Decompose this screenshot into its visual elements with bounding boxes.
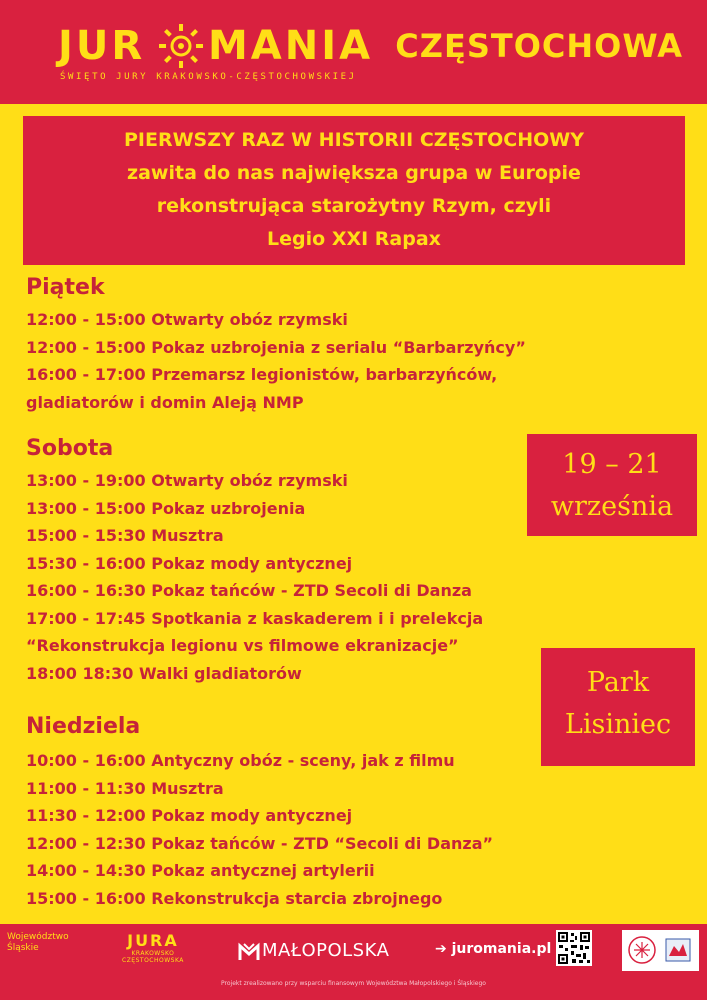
day-heading-sunday: Niedziela [26, 714, 141, 739]
schedule-item: 18:00 18:30 Walki gladiatorów [26, 663, 302, 683]
schedule-item: gladiatorów i domin Aleją NMP [26, 392, 304, 412]
logo-text-right: MANIA [208, 23, 374, 69]
schedule-item: 11:00 - 11:30 Musztra [26, 778, 224, 798]
schedule-item: 15:30 - 16:00 Pokaz mody antycznej [26, 553, 353, 573]
schedule-item: 12:00 - 15:00 Otwarty obóz rzymski [26, 310, 348, 329]
funding-disclaimer: Projekt zrealizowano przy wsparciu finansowym Województwa Małopolskiego i Śląskiego [221, 980, 486, 987]
schedule-item: 15:00 - 16:00 Rekonstrukcja starcia zbrojnego [26, 888, 443, 908]
schedule-item: 17:00 - 17:45 Spotkania z kaskaderem i i prelekcja [26, 608, 484, 628]
place-box [541, 648, 695, 766]
date-box [527, 434, 697, 536]
schedule-saturday [26, 467, 483, 687]
sun-ornament-icon [157, 22, 205, 70]
region-line: Śląskie [7, 943, 39, 953]
schedule-item: 10:00 - 16:00 Antyczny obóz - sceny, jak z filmu [26, 751, 455, 770]
schedule-sunday [26, 747, 493, 912]
website-link[interactable]: ➔ juromania.pl [435, 941, 552, 957]
schedule-item: 16:00 - 17:00 Przemarsz legionistów, barbarzyńców, [26, 365, 498, 384]
schedule-item: 16:00 - 16:30 Pokaz tańców - ZTD Secoli di Danza [26, 581, 472, 600]
day-heading-friday: Piątek [26, 275, 105, 300]
place-line: Park [586, 667, 650, 698]
schedule-friday [26, 306, 526, 416]
headline-box [23, 116, 685, 265]
logo-tagline: ŚWIĘTO JURY KRAKOWSKO-CZĘSTOCHOWSKIEJ [60, 72, 357, 82]
partner-logo-icon [622, 930, 699, 971]
region-logo [7, 932, 77, 954]
footer-bar [0, 924, 707, 1000]
qr-code-icon [556, 930, 592, 966]
headline-line: PIERWSZY RAZ W HISTORII CZĘSTOCHOWY [123, 129, 585, 151]
logo-text-left: JUR [58, 23, 146, 69]
place-line: Lisiniec [564, 709, 672, 740]
schedule-item: 11:30 - 12:00 Pokaz mody antycznej [26, 806, 353, 825]
date-month: września [550, 491, 674, 522]
region-line: Województwo [7, 932, 69, 942]
schedule-item: 12:00 - 15:00 Pokaz uzbrojenia z serialu “Barbarzyńcy” [26, 337, 526, 357]
city-title: CZĘSTOCHOWA [395, 27, 683, 65]
schedule-item: 12:00 - 12:30 Pokaz tańców - ZTD “Secoli di Danza” [26, 833, 493, 853]
schedule-item: “Rekonstrukcja legionu vs filmowe ekranizacje” [26, 636, 459, 655]
schedule-item: 13:00 - 19:00 Otwarty obóz rzymski [26, 471, 348, 490]
header-bar [0, 0, 707, 104]
jura-logo-word: JURA [127, 931, 179, 950]
malopolska-mark-icon [238, 940, 260, 962]
headline-line: Legio XXI Rapax [267, 228, 441, 250]
jura-logo-sub: KRAKOWSKO [131, 950, 175, 957]
schedule-item: 15:00 - 15:30 Musztra [26, 526, 224, 545]
jura-logo [122, 932, 184, 964]
schedule-item: 13:00 - 15:00 Pokaz uzbrojenia [26, 498, 306, 518]
headline-line: rekonstrująca starożytny Rzym, czyli [156, 195, 552, 217]
date-range: 19 – 21 [562, 449, 662, 480]
schedule-item: 14:00 - 14:30 Pokaz antycznej artylerii [26, 861, 375, 880]
headline-line: zawita do nas największa grupa w Europie [127, 162, 581, 184]
malopolska-text: MAŁOPOLSKA [262, 940, 390, 961]
jura-logo-sub: CZĘSTOCHOWSKA [122, 957, 184, 964]
day-heading-saturday: Sobota [26, 436, 114, 461]
